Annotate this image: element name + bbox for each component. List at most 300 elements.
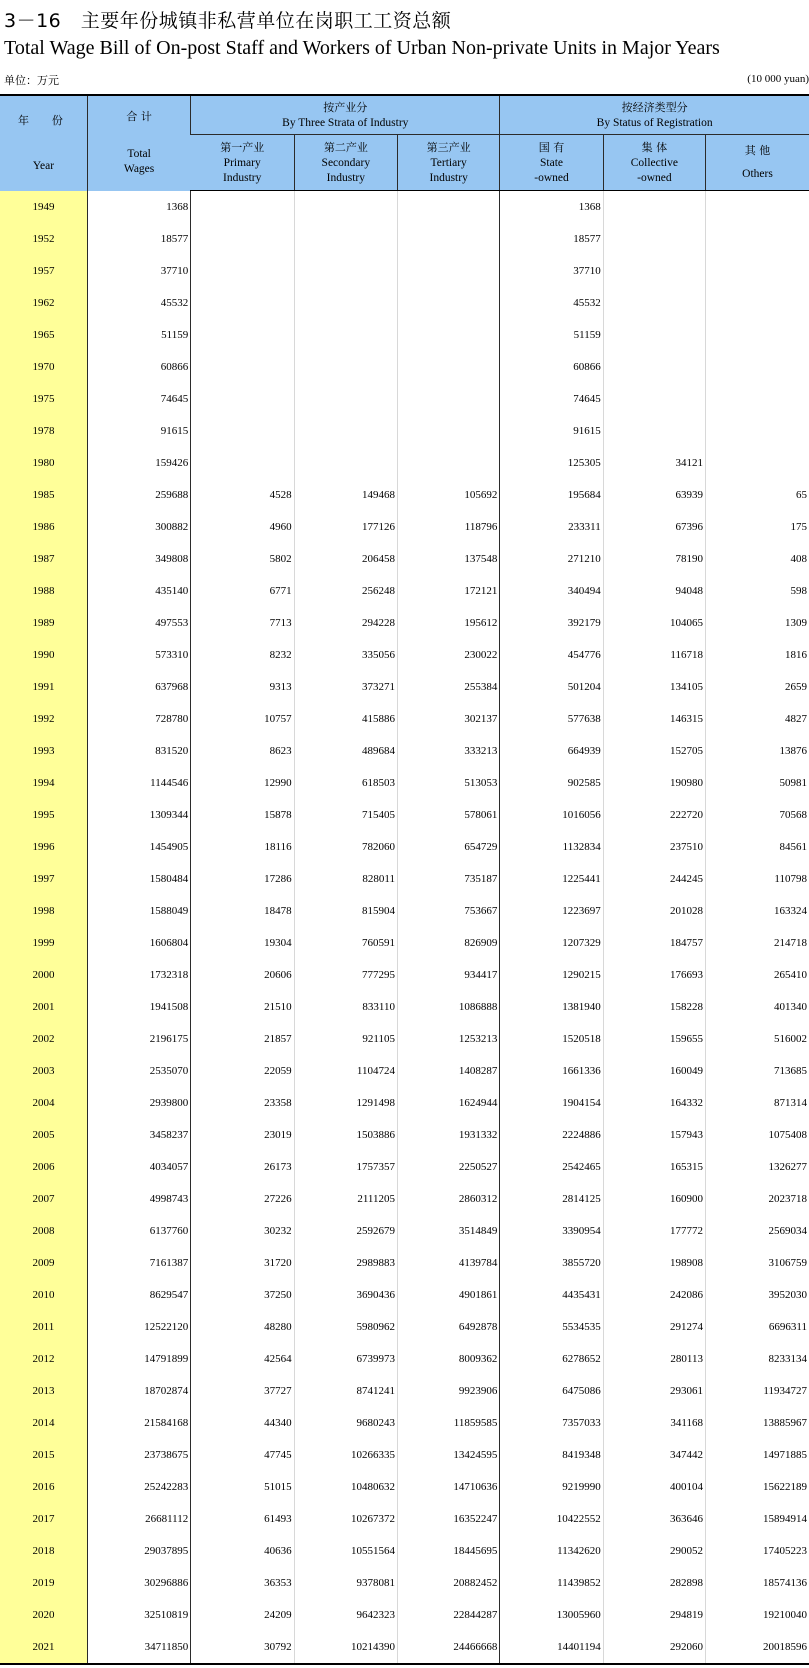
cell-secondary-industry: 8741241 [294, 1375, 397, 1407]
cell-collective-owned: 165315 [603, 1151, 705, 1183]
cell-total-wages: 30296886 [87, 1567, 190, 1599]
cell-total-wages: 1588049 [87, 895, 190, 927]
cell-year: 2000 [0, 959, 87, 991]
cell-others: 20018596 [706, 1631, 809, 1664]
cell-others: 1309 [706, 607, 809, 639]
cell-year: 2013 [0, 1375, 87, 1407]
cell-secondary-industry: 9680243 [294, 1407, 397, 1439]
cell-secondary-industry: 2989883 [294, 1247, 397, 1279]
cell-primary-industry: 23019 [191, 1119, 294, 1151]
cell-secondary-industry: 294228 [294, 607, 397, 639]
cell-secondary-industry: 2111205 [294, 1183, 397, 1215]
cell-collective-owned: 164332 [603, 1087, 705, 1119]
cell-tertiary-industry [398, 351, 500, 383]
header-primary [191, 135, 294, 191]
cell-state-owned: 1225441 [500, 863, 603, 895]
cell-total-wages: 34711850 [87, 1631, 190, 1664]
cell-state-owned: 233311 [500, 511, 603, 543]
cell-state-owned: 51159 [500, 319, 603, 351]
cell-secondary-industry [294, 255, 397, 287]
cell-others: 18574136 [706, 1567, 809, 1599]
table-row [0, 607, 809, 639]
cell-total-wages: 1606804 [87, 927, 190, 959]
cell-secondary-industry: 921105 [294, 1023, 397, 1055]
header-registration-group [500, 95, 809, 135]
cell-tertiary-industry: 1086888 [398, 991, 500, 1023]
cell-state-owned: 1520518 [500, 1023, 603, 1055]
table-row [0, 927, 809, 959]
cell-secondary-industry: 5980962 [294, 1311, 397, 1343]
cell-total-wages: 6137760 [87, 1215, 190, 1247]
cell-state-owned: 74645 [500, 383, 603, 415]
cell-tertiary-industry: 172121 [398, 575, 500, 607]
cell-others: 70568 [706, 799, 809, 831]
cell-others: 408 [706, 543, 809, 575]
cell-others [706, 351, 809, 383]
table-row [0, 447, 809, 479]
table-row [0, 479, 809, 511]
cell-year: 1970 [0, 351, 87, 383]
header-state-cn: 国 有 [538, 140, 565, 154]
cell-year: 2017 [0, 1503, 87, 1535]
cell-state-owned: 1290215 [500, 959, 603, 991]
cell-year: 2002 [0, 1023, 87, 1055]
cell-total-wages: 637968 [87, 671, 190, 703]
cell-state-owned: 1223697 [500, 895, 603, 927]
cell-year: 2005 [0, 1119, 87, 1151]
table-row [0, 319, 809, 351]
cell-state-owned: 501204 [500, 671, 603, 703]
cell-state-owned: 271210 [500, 543, 603, 575]
cell-state-owned: 3390954 [500, 1215, 603, 1247]
table-row [0, 639, 809, 671]
cell-collective-owned [603, 287, 705, 319]
cell-secondary-industry [294, 319, 397, 351]
table-row [0, 351, 809, 383]
table-row [0, 191, 809, 224]
cell-tertiary-industry: 4901861 [398, 1279, 500, 1311]
cell-total-wages: 21584168 [87, 1407, 190, 1439]
header-collective [603, 135, 705, 191]
cell-state-owned: 454776 [500, 639, 603, 671]
cell-primary-industry: 18478 [191, 895, 294, 927]
cell-tertiary-industry: 14710636 [398, 1471, 500, 1503]
cell-others: 3952030 [706, 1279, 809, 1311]
cell-year: 2019 [0, 1567, 87, 1599]
table-row [0, 1055, 809, 1087]
cell-collective-owned: 237510 [603, 831, 705, 863]
cell-year: 2012 [0, 1343, 87, 1375]
cell-tertiary-industry: 8009362 [398, 1343, 500, 1375]
header-others-cn: 其 他 [744, 144, 771, 157]
table-row [0, 1535, 809, 1567]
cell-tertiary-industry [398, 287, 500, 319]
header-primary-en2: Industry [223, 171, 262, 184]
table-row [0, 863, 809, 895]
cell-others: 14971885 [706, 1439, 809, 1471]
cell-primary-industry: 42564 [191, 1343, 294, 1375]
cell-tertiary-industry [398, 415, 500, 447]
cell-year: 2008 [0, 1215, 87, 1247]
header-tertiary-en1: Tertiary [430, 156, 467, 169]
cell-collective-owned: 176693 [603, 959, 705, 991]
cell-tertiary-industry [398, 191, 500, 224]
cell-primary-industry: 4960 [191, 511, 294, 543]
cell-tertiary-industry: 230022 [398, 639, 500, 671]
table-row [0, 1311, 809, 1343]
cell-tertiary-industry [398, 447, 500, 479]
header-collective-cn: 集 体 [641, 140, 668, 154]
header-total-en2: Wages [123, 163, 155, 176]
cell-others: 871314 [706, 1087, 809, 1119]
cell-state-owned: 6278652 [500, 1343, 603, 1375]
cell-state-owned: 37710 [500, 255, 603, 287]
table-row [0, 767, 809, 799]
cell-secondary-industry [294, 287, 397, 319]
cell-secondary-industry [294, 223, 397, 255]
cell-primary-industry [191, 255, 294, 287]
table-row [0, 671, 809, 703]
cell-total-wages: 2939800 [87, 1087, 190, 1119]
cell-year: 1978 [0, 415, 87, 447]
cell-year: 2001 [0, 991, 87, 1023]
cell-secondary-industry: 10480632 [294, 1471, 397, 1503]
cell-others: 4827 [706, 703, 809, 735]
cell-primary-industry [191, 383, 294, 415]
cell-others: 265410 [706, 959, 809, 991]
cell-year: 2003 [0, 1055, 87, 1087]
cell-total-wages: 1732318 [87, 959, 190, 991]
cell-collective-owned: 146315 [603, 703, 705, 735]
header-state-en1: State [540, 156, 564, 169]
cell-collective-owned: 341168 [603, 1407, 705, 1439]
table-row [0, 511, 809, 543]
header-total-en1: Total [127, 148, 151, 161]
cell-others: 110798 [706, 863, 809, 895]
cell-year: 1990 [0, 639, 87, 671]
table-row [0, 1279, 809, 1311]
cell-secondary-industry: 1104724 [294, 1055, 397, 1087]
cell-secondary-industry [294, 415, 397, 447]
cell-collective-owned: 159655 [603, 1023, 705, 1055]
cell-collective-owned: 198908 [603, 1247, 705, 1279]
cell-tertiary-industry: 255384 [398, 671, 500, 703]
table-header [0, 95, 809, 191]
cell-collective-owned: 94048 [603, 575, 705, 607]
cell-primary-industry: 10757 [191, 703, 294, 735]
cell-primary-industry: 19304 [191, 927, 294, 959]
cell-year: 1988 [0, 575, 87, 607]
cell-primary-industry: 27226 [191, 1183, 294, 1215]
cell-primary-industry: 12990 [191, 767, 294, 799]
cell-tertiary-industry: 118796 [398, 511, 500, 543]
cell-secondary-industry [294, 447, 397, 479]
cell-secondary-industry: 9642323 [294, 1599, 397, 1631]
cell-primary-industry: 4528 [191, 479, 294, 511]
cell-tertiary-industry: 18445695 [398, 1535, 500, 1567]
cell-tertiary-industry: 302137 [398, 703, 500, 735]
cell-others [706, 287, 809, 319]
cell-collective-owned [603, 223, 705, 255]
cell-tertiary-industry: 2860312 [398, 1183, 500, 1215]
cell-year: 1952 [0, 223, 87, 255]
header-year-en: Year [32, 159, 55, 172]
cell-collective-owned: 152705 [603, 735, 705, 767]
cell-tertiary-industry: 6492878 [398, 1311, 500, 1343]
cell-total-wages: 29037895 [87, 1535, 190, 1567]
table-row [0, 1599, 809, 1631]
cell-secondary-industry: 2592679 [294, 1215, 397, 1247]
cell-others: 2569034 [706, 1215, 809, 1247]
cell-secondary-industry: 777295 [294, 959, 397, 991]
cell-others: 2659 [706, 671, 809, 703]
table-row [0, 1087, 809, 1119]
cell-state-owned: 1381940 [500, 991, 603, 1023]
cell-others: 6696311 [706, 1311, 809, 1343]
header-secondary-cn: 第二产业 [323, 140, 368, 154]
cell-year: 2011 [0, 1311, 87, 1343]
cell-others [706, 191, 809, 224]
cell-others [706, 223, 809, 255]
cell-year: 2021 [0, 1631, 87, 1664]
cell-primary-industry: 40636 [191, 1535, 294, 1567]
cell-tertiary-industry: 826909 [398, 927, 500, 959]
cell-collective-owned: 116718 [603, 639, 705, 671]
cell-collective-owned [603, 191, 705, 224]
cell-secondary-industry: 10551564 [294, 1535, 397, 1567]
cell-tertiary-industry: 24466668 [398, 1631, 500, 1664]
cell-collective-owned: 67396 [603, 511, 705, 543]
cell-others: 17405223 [706, 1535, 809, 1567]
cell-state-owned: 18577 [500, 223, 603, 255]
cell-others: 401340 [706, 991, 809, 1023]
cell-primary-industry: 36353 [191, 1567, 294, 1599]
header-state-en2: -owned [534, 171, 569, 184]
header-collective-en1: Collective [630, 156, 678, 169]
cell-collective-owned: 184757 [603, 927, 705, 959]
table-row [0, 1183, 809, 1215]
table-row [0, 1407, 809, 1439]
cell-tertiary-industry: 1624944 [398, 1087, 500, 1119]
table-row [0, 1151, 809, 1183]
cell-primary-industry [191, 223, 294, 255]
cell-state-owned: 2224886 [500, 1119, 603, 1151]
cell-collective-owned: 222720 [603, 799, 705, 831]
cell-others: 13876 [706, 735, 809, 767]
cell-others [706, 319, 809, 351]
cell-year: 1989 [0, 607, 87, 639]
table-title-chinese: 3－16 主要年份城镇非私营单位在岗职工工资总额 [4, 10, 452, 32]
cell-state-owned: 6475086 [500, 1375, 603, 1407]
cell-state-owned: 60866 [500, 351, 603, 383]
cell-others: 163324 [706, 895, 809, 927]
cell-collective-owned: 282898 [603, 1567, 705, 1599]
cell-collective-owned: 244245 [603, 863, 705, 895]
cell-secondary-industry [294, 191, 397, 224]
cell-year: 1957 [0, 255, 87, 287]
cell-year: 2010 [0, 1279, 87, 1311]
cell-others [706, 255, 809, 287]
cell-collective-owned [603, 383, 705, 415]
cell-tertiary-industry: 20882452 [398, 1567, 500, 1599]
cell-tertiary-industry: 1253213 [398, 1023, 500, 1055]
table-row [0, 1247, 809, 1279]
cell-tertiary-industry: 513053 [398, 767, 500, 799]
cell-total-wages: 74645 [87, 383, 190, 415]
cell-year: 1996 [0, 831, 87, 863]
cell-secondary-industry: 715405 [294, 799, 397, 831]
cell-secondary-industry [294, 351, 397, 383]
cell-state-owned: 11439852 [500, 1567, 603, 1599]
cell-secondary-industry: 618503 [294, 767, 397, 799]
cell-primary-industry: 30232 [191, 1215, 294, 1247]
cell-primary-industry [191, 191, 294, 224]
table-row [0, 703, 809, 735]
cell-total-wages: 728780 [87, 703, 190, 735]
cell-state-owned: 2542465 [500, 1151, 603, 1183]
cell-total-wages: 4034057 [87, 1151, 190, 1183]
cell-others: 13885967 [706, 1407, 809, 1439]
cell-tertiary-industry: 333213 [398, 735, 500, 767]
cell-total-wages: 3458237 [87, 1119, 190, 1151]
cell-year: 2009 [0, 1247, 87, 1279]
table-row [0, 1439, 809, 1471]
cell-tertiary-industry: 934417 [398, 959, 500, 991]
table-row [0, 831, 809, 863]
cell-total-wages: 349808 [87, 543, 190, 575]
cell-state-owned: 4435431 [500, 1279, 603, 1311]
header-primary-en1: Primary [223, 156, 261, 169]
cell-collective-owned: 157943 [603, 1119, 705, 1151]
cell-year: 1975 [0, 383, 87, 415]
cell-total-wages: 1941508 [87, 991, 190, 1023]
cell-total-wages: 37710 [87, 255, 190, 287]
cell-tertiary-industry [398, 255, 500, 287]
cell-others: 2023718 [706, 1183, 809, 1215]
cell-tertiary-industry [398, 223, 500, 255]
cell-tertiary-industry: 11859585 [398, 1407, 500, 1439]
table-body [0, 191, 809, 1665]
cell-secondary-industry: 833110 [294, 991, 397, 1023]
cell-total-wages: 14791899 [87, 1343, 190, 1375]
cell-primary-industry: 8623 [191, 735, 294, 767]
cell-primary-industry: 23358 [191, 1087, 294, 1119]
header-collective-en2: -owned [637, 171, 672, 184]
cell-state-owned: 902585 [500, 767, 603, 799]
cell-others: 175 [706, 511, 809, 543]
cell-secondary-industry: 9378081 [294, 1567, 397, 1599]
cell-tertiary-industry: 578061 [398, 799, 500, 831]
cell-collective-owned: 290052 [603, 1535, 705, 1567]
cell-others: 713685 [706, 1055, 809, 1087]
header-others-en: Others [742, 168, 773, 180]
header-primary-cn: 第一产业 [220, 140, 265, 154]
table-row [0, 895, 809, 927]
cell-total-wages: 2535070 [87, 1055, 190, 1087]
cell-secondary-industry: 149468 [294, 479, 397, 511]
header-year [0, 95, 87, 191]
cell-primary-industry: 61493 [191, 1503, 294, 1535]
cell-secondary-industry: 1503886 [294, 1119, 397, 1151]
cell-state-owned: 577638 [500, 703, 603, 735]
cell-total-wages: 435140 [87, 575, 190, 607]
cell-collective-owned: 158228 [603, 991, 705, 1023]
header-tertiary-cn: 第三产业 [426, 140, 471, 154]
cell-primary-industry: 9313 [191, 671, 294, 703]
cell-primary-industry: 8232 [191, 639, 294, 671]
cell-primary-industry: 47745 [191, 1439, 294, 1471]
cell-year: 2015 [0, 1439, 87, 1471]
table-row [0, 1471, 809, 1503]
cell-year: 1999 [0, 927, 87, 959]
cell-primary-industry [191, 287, 294, 319]
cell-total-wages: 91615 [87, 415, 190, 447]
cell-tertiary-industry: 1408287 [398, 1055, 500, 1087]
cell-collective-owned: 347442 [603, 1439, 705, 1471]
cell-collective-owned: 363646 [603, 1503, 705, 1535]
cell-tertiary-industry: 105692 [398, 479, 500, 511]
cell-tertiary-industry: 654729 [398, 831, 500, 863]
cell-tertiary-industry: 9923906 [398, 1375, 500, 1407]
cell-others: 15894914 [706, 1503, 809, 1535]
cell-total-wages: 45532 [87, 287, 190, 319]
cell-others: 50981 [706, 767, 809, 799]
cell-primary-industry: 48280 [191, 1311, 294, 1343]
cell-collective-owned: 280113 [603, 1343, 705, 1375]
cell-collective-owned: 291274 [603, 1311, 705, 1343]
cell-total-wages: 259688 [87, 479, 190, 511]
table-row [0, 575, 809, 607]
cell-collective-owned: 160900 [603, 1183, 705, 1215]
cell-others [706, 447, 809, 479]
cell-state-owned: 1661336 [500, 1055, 603, 1087]
cell-collective-owned: 78190 [603, 543, 705, 575]
cell-secondary-industry: 828011 [294, 863, 397, 895]
cell-year: 1980 [0, 447, 87, 479]
cell-primary-industry: 21857 [191, 1023, 294, 1055]
cell-tertiary-industry: 4139784 [398, 1247, 500, 1279]
cell-others: 65 [706, 479, 809, 511]
table-row [0, 1215, 809, 1247]
cell-collective-owned: 400104 [603, 1471, 705, 1503]
cell-others: 19210040 [706, 1599, 809, 1631]
cell-state-owned: 11342620 [500, 1535, 603, 1567]
cell-primary-industry: 20606 [191, 959, 294, 991]
cell-secondary-industry: 489684 [294, 735, 397, 767]
cell-secondary-industry: 760591 [294, 927, 397, 959]
cell-state-owned: 1016056 [500, 799, 603, 831]
cell-state-owned: 10422552 [500, 1503, 603, 1535]
header-others [706, 135, 809, 191]
cell-primary-industry [191, 415, 294, 447]
cell-collective-owned: 134105 [603, 671, 705, 703]
cell-total-wages: 25242283 [87, 1471, 190, 1503]
header-registration-cn: 按经济类型分 [621, 100, 688, 114]
unit-label-english: (10 000 yuan) [747, 73, 809, 85]
cell-primary-industry: 31720 [191, 1247, 294, 1279]
header-total-cn: 合 计 [126, 110, 152, 124]
cell-primary-industry: 22059 [191, 1055, 294, 1087]
cell-state-owned: 125305 [500, 447, 603, 479]
cell-others: 1326277 [706, 1151, 809, 1183]
cell-tertiary-industry: 13424595 [398, 1439, 500, 1471]
cell-year: 1995 [0, 799, 87, 831]
cell-year: 1998 [0, 895, 87, 927]
cell-collective-owned: 242086 [603, 1279, 705, 1311]
cell-primary-industry [191, 319, 294, 351]
table-row [0, 415, 809, 447]
cell-year: 1987 [0, 543, 87, 575]
